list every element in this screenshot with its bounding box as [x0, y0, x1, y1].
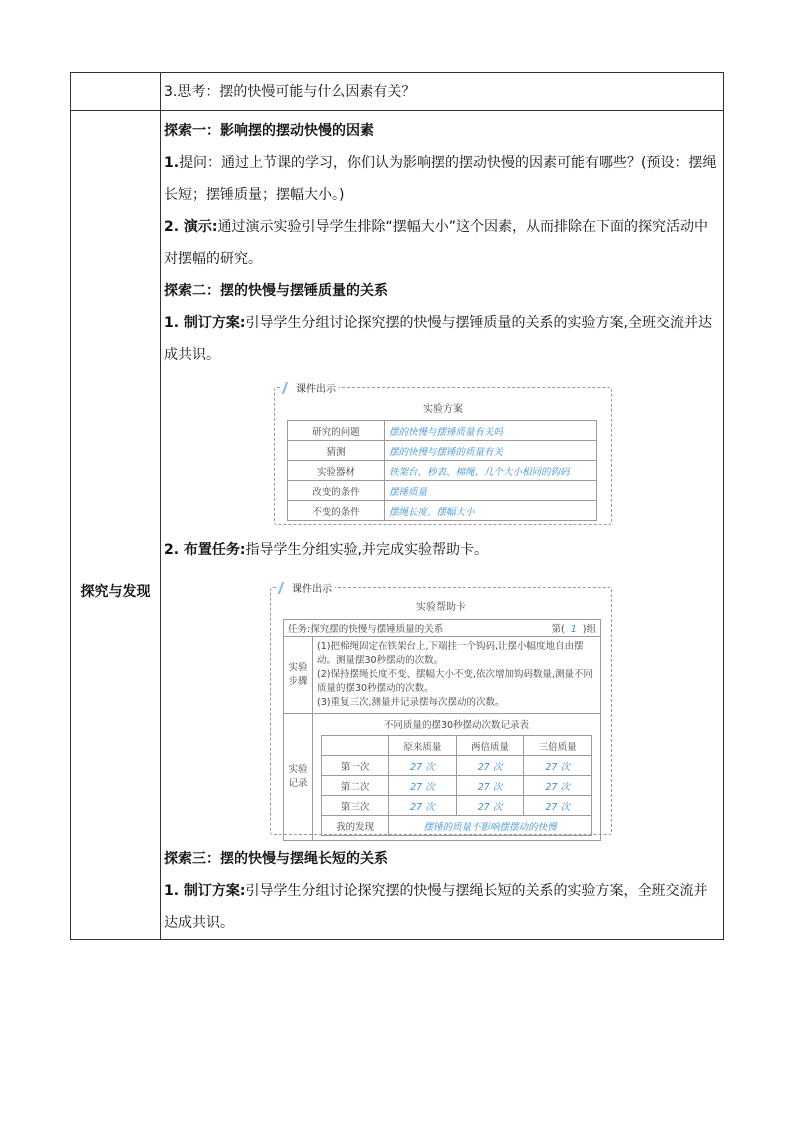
plan-card: [274, 384, 612, 525]
table-row: 第二次 27 次 27 次 27 次: [322, 776, 592, 796]
explore3-heading: 探索三：摆的快慢与摆绳长短的关系: [164, 851, 388, 867]
explore1-heading: 探索一：影响摆的摆动快慢的因素: [164, 123, 374, 139]
row-divider: [71, 110, 723, 111]
plan-card-title: 实验方案: [423, 404, 463, 415]
explore3-block: [164, 843, 719, 939]
question-1: 1.提问：通过上节课的学习，你们认为影响摆的摆动快慢的因素可能有哪些？(预设：摆绳长短；摆锤质量；摆幅大小。): [164, 155, 717, 203]
table-row: 第一次 27 次 27 次 27 次: [322, 756, 592, 776]
think-question: 3.思考：摆的快慢可能与什么因素有关？: [164, 84, 416, 100]
table-row: 不变的条件 摆绳长度、摆幅大小: [288, 501, 597, 521]
table-row: 第三次 27 次 27 次 27 次: [322, 796, 592, 816]
lesson-table: [70, 72, 724, 940]
steps-row: 实验步骤 (1)把棉绳固定在铁架台上,下端挂一个钩码,让摆小幅度地自由摆动。测量摆30秒摆动的次数。 (2)保持摆绳长度不变、摆幅大小不变,依次增加钩码数量,测量不同质量的摆30秒摆动的次数。 (3)重复三次,测量并记录摆每次摆动的次数。: [284, 637, 601, 714]
table-row: 研究的问题 摆的快慢与摆锤质量有关吗: [288, 421, 597, 441]
explore2-heading: 探索二：摆的快慢与摆锤质量的关系: [164, 283, 388, 299]
table-row: 实验器材 铁架台、秒表、棉绳、几个大小相同的钩码: [288, 461, 597, 481]
table-row: 猜测 摆的快慢与摆锤的质量有关: [288, 441, 597, 461]
help-card-tag: 课件出示: [277, 580, 335, 595]
help-table: [283, 619, 601, 841]
explore2-step2: 2. 布置任务:指导学生分组实验,并完成实验帮助卡。: [164, 542, 488, 558]
section-label: 探究与发现: [80, 584, 151, 600]
plan-table: [287, 420, 597, 521]
help-card-title: 实验帮助卡: [416, 602, 466, 613]
record-table: 原来质量 两倍质量 三倍质量 第一次 27 次 27 次 27 次 第二次 27 次 27 次 27 次 第三次 27 次 27 次 27 次 我的发现 摆锤的质量不影响摆摆动的快慢: [321, 735, 592, 836]
table-row: 改变的条件 摆锤质量: [288, 481, 597, 501]
lesson-content: [164, 115, 719, 371]
plan-card-tag: 课件出示: [281, 380, 339, 395]
record-row: 实验记录 不同质量的摆30秒摆动次数记录表 原来质量 两倍质量 三倍质量 第一次 27 次 27 次 27 次 第二次 27 次 27 次 27 次 第三次 27 次 27 次 27 次 我的发现 摆锤的质量不影响摆摆动的快慢: [284, 714, 601, 841]
help-card: [270, 584, 612, 835]
column-divider: [160, 73, 161, 939]
task-row: 任务:探究摆的快慢与摆锤质量的关系 第( 1 )组: [284, 620, 601, 637]
question-2: 2. 演示:通过演示实验引导学生排除“摆幅大小”这个因素，从而排除在下面的探究活动中对摆幅的研究。: [164, 219, 709, 267]
explore2-step1: 1. 制订方案:引导学生分组讨论探究摆的快慢与摆锤质量的关系的实验方案,全班交流并达成共识。: [164, 315, 712, 363]
finding-row: 我的发现 摆锤的质量不影响摆摆动的快慢: [322, 816, 592, 836]
explore3-step1: 1. 制订方案:引导学生分组讨论探究摆的快慢与摆绳长短的关系的实验方案，全班交流并达成共识。: [164, 883, 708, 931]
